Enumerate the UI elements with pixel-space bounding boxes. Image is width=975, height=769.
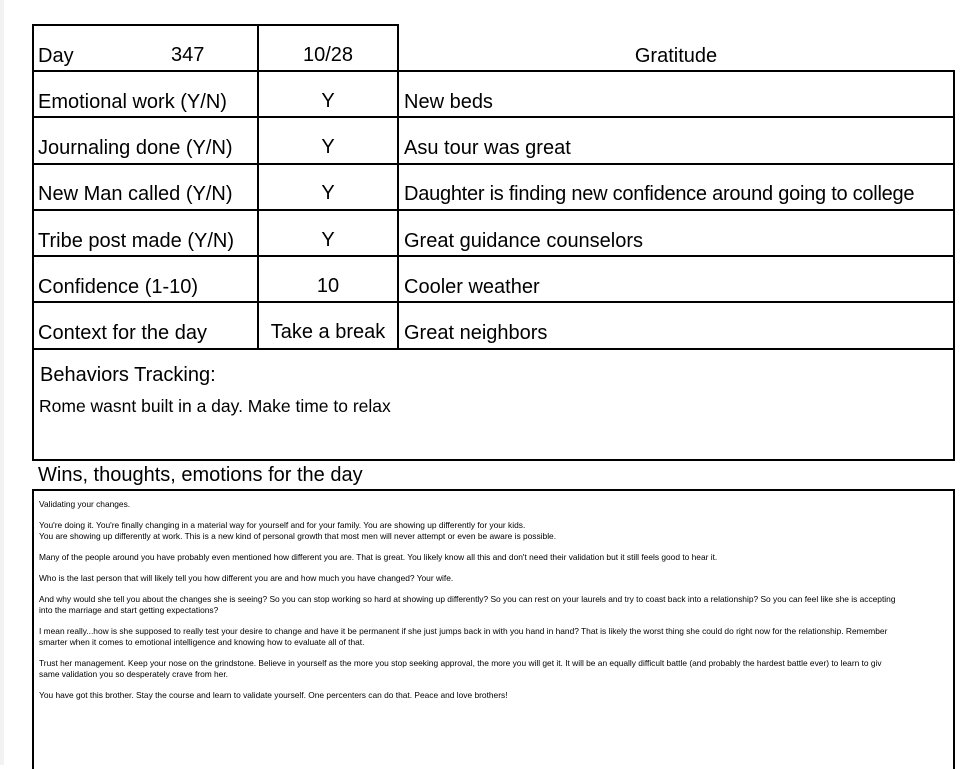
notes-line: same validation you so desperately crave from her. (39, 669, 228, 679)
gratitude-title: Gratitude (634, 45, 718, 67)
tracker-value: Y (321, 90, 335, 112)
grid-line (32, 116, 955, 118)
notes-line: into the marriage and start getting expectations? (39, 605, 219, 615)
notes-line: You have got this brother. Stay the course and learn to validate yourself. One percenters can do that. Peace and love brothers! (39, 690, 508, 700)
gratitude-item: New beds (404, 91, 493, 113)
tracker-value: Y (321, 136, 335, 158)
notes-line: smarter when it comes to emotional intelligence and knowing how to evaluate all of that. (39, 637, 365, 647)
notes-line: You are showing up differently at work. This is a new kind of personal growth that most men will never attempt or even be aware is possible. (39, 531, 557, 541)
day-number: 347 (171, 44, 205, 66)
tracker-label: Emotional work (Y/N) (38, 91, 227, 113)
notes-line: Who is the last person that will likely tell you how different you are and how much you have changed? Your wife. (39, 573, 454, 583)
grid-line (32, 209, 955, 211)
grid-line (32, 70, 955, 72)
gratitude-item: Daughter is finding new confidence around going to college (404, 183, 915, 205)
grid-line (32, 255, 955, 257)
gratitude-item: Great guidance counselors (404, 230, 644, 252)
notes-paragraph (39, 690, 953, 701)
tracker-value: Y (321, 229, 335, 251)
wins-title: Wins, thoughts, emotions for the day (38, 464, 363, 486)
grid-line (32, 348, 955, 350)
tracker-label: Context for the day (38, 322, 207, 344)
entry-date: 10/28 (302, 44, 354, 66)
gratitude-item: Great neighbors (404, 322, 548, 344)
notes-line: Validating your changes. (39, 499, 131, 509)
notes-paragraph (39, 499, 953, 510)
tracker-label: New Man called (Y/N) (38, 183, 233, 205)
notes-paragraph (39, 658, 953, 680)
tracker-label: Tribe post made (Y/N) (38, 230, 234, 252)
notes-paragraph (39, 626, 953, 648)
notes-line: Many of the people around you have probably even mentioned how different you are. That is great. You likely know all this and don't need their validation but it still feels good to hear it. (39, 552, 718, 562)
notes-line: You're doing it. You're finally changing in a material way for yourself and for your family. You are showing up differently for your kids. (39, 520, 526, 530)
behaviors-text: Rome wasnt built in a day. Make time to relax (39, 396, 391, 416)
notes-paragraph (39, 573, 953, 584)
notes-line: Trust her management. Keep your nose on the grindstone. Believe in yourself as the more you stop seeking approval, the more you will get it. It will be an equally difficult battle (and probably the hardest battle ever) to learn to giv (39, 658, 882, 668)
tracker-label: Confidence (1-10) (38, 276, 199, 298)
grid-line (953, 70, 955, 461)
grid-line (32, 24, 399, 26)
day-label: Day (38, 45, 74, 67)
tracker-value: Take a break (270, 321, 386, 343)
tracker-value: Y (321, 182, 335, 204)
notes-line: I mean really...how is she supposed to really test your desire to change and have it be permanent if she just jumps back in with you hand in hand? That is likely the worst thing she could do right now for the relationship. Remember (39, 626, 888, 636)
behaviors-title: Behaviors Tracking: (40, 364, 216, 386)
tracker-label: Journaling done (Y/N) (38, 137, 233, 159)
notes-line: And why would she tell you about the changes she is seeing? So you can stop working so hard at showing up differently? So you can rest on your laurels and try to coast back into a relationship? So you can feel like she is accepting (39, 594, 896, 604)
grid-line (32, 301, 955, 303)
grid-line (32, 459, 955, 461)
notes-paragraph (39, 552, 953, 563)
gratitude-item: Asu tour was great (404, 137, 571, 159)
notes-paragraph (39, 594, 953, 616)
gratitude-item: Cooler weather (404, 276, 540, 298)
notes-paragraph (39, 520, 953, 542)
wins-notes (32, 489, 955, 769)
grid-line (32, 163, 955, 165)
tracker-value: 10 (316, 275, 340, 297)
grid-line (32, 24, 34, 461)
page-edge (0, 0, 4, 765)
